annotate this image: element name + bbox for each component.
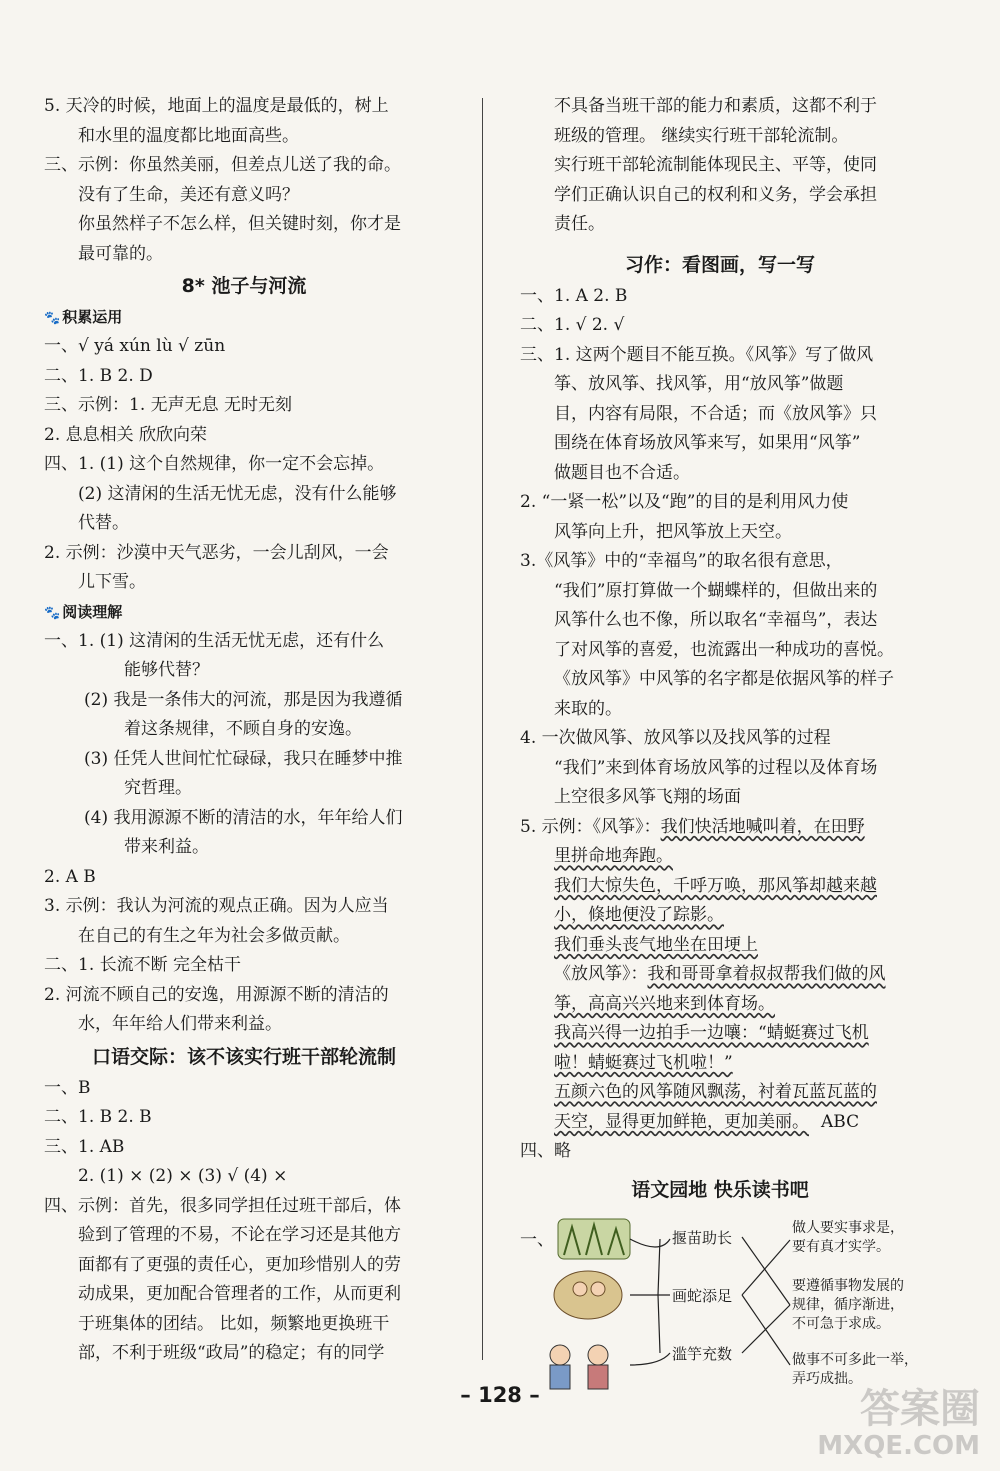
page-number: – 128 –: [460, 1383, 540, 1407]
answer-line: [520, 872, 920, 902]
answer-prefix: 5. 示例：《风筝》：: [520, 816, 661, 837]
answer-prefix: 《放风筝》：: [554, 964, 648, 984]
answer-line: (2) 这清闲的生活无忧无虑，没有什么能够: [78, 483, 397, 504]
underlined-sentence: 小，倏地便没了踪影。: [554, 905, 724, 925]
accumulate-answers: [44, 332, 444, 598]
paw-icon: 🐾: [44, 311, 61, 326]
paw-icon: 🐾: [44, 605, 61, 621]
answer-line: [520, 1078, 920, 1108]
answer-line: 于班集体的团结。 比如，频繁地更换班干: [78, 1313, 390, 1334]
answer-line: 儿下雪。: [78, 572, 146, 592]
right-column: [520, 92, 920, 1405]
answer-line: 目，内容有局限，不合适；而《放风筝》只: [554, 403, 877, 424]
underlined-sentence: 我们大惊失色，千呼万唤，那风筝却越来越: [554, 875, 877, 896]
underlined-sentence: 我和哥哥拿着叔叔帮我们做的风: [647, 964, 886, 984]
answer-line: 代替。: [78, 513, 129, 533]
answer-line: “我们”来到体育场放风筝的过程以及体育场: [554, 757, 878, 778]
left-top-answers: [44, 92, 444, 269]
answer-line: 二、1. B 2. D: [44, 365, 153, 386]
answer-line: 你虽然样子不怎么样，但关键时刻，你才是: [78, 214, 401, 234]
answer-line: 验到了管理的不易，不论在学习还是其他方: [78, 1225, 401, 1245]
answer-line: 动成果，更加配合管理者的工作，从而更利: [78, 1284, 401, 1304]
answer-line: 不具备当班干部的能力和素质，这都不利于: [554, 96, 877, 116]
meaning-line: 要遵循事物发展的: [792, 1277, 904, 1294]
answer-line: 实行班干部轮流制能体现民主、平等，使同: [554, 155, 877, 175]
answer-line: 没有了生命，美还有意义吗？: [78, 184, 299, 205]
underlined-sentence: 啦！蜻蜓赛过飞机啦！”: [554, 1052, 733, 1073]
answer-line: 最可靠的。: [78, 243, 163, 264]
answer-line: 能够代替？: [124, 660, 209, 680]
answer-line: 四、1. (1) 这个自然规律，你一定不会忘掉。: [44, 454, 385, 474]
answer-line: 三、示例：1. 无声无息 无时无刻: [44, 395, 293, 415]
tag-label: 阅读理解: [62, 602, 123, 621]
meaning-2: [792, 1277, 904, 1334]
section-title-oral: 口语交际：该不该实行班干部轮流制: [91, 1045, 396, 1068]
idiom-1: 揠苗助长: [672, 1228, 733, 1247]
tag-label: 积累运用: [62, 308, 123, 326]
section-title-garden: 语文园地 快乐读书吧: [631, 1178, 809, 1201]
cartoon-illustration: [550, 1219, 630, 1389]
meaning-1: [792, 1219, 904, 1257]
section-tag-reading: [44, 598, 444, 627]
section-tag-accumulate: [44, 303, 444, 332]
answer-line: 带来利益。: [124, 837, 209, 857]
answer-line: 学们正确认识自己的权利和义务，学会承担: [554, 184, 877, 205]
answer-line: 一、1. (1) 这清闲的生活无忧无虑，还有什么: [44, 630, 385, 651]
writing-answers: [520, 282, 920, 1167]
answer-line: 四、略: [520, 1141, 571, 1161]
answer-line: 来取的。: [554, 698, 622, 719]
answer-line: 三、1. AB: [44, 1136, 125, 1157]
underlined-sentence: 我高兴得一边拍手一边嚷：“蜻蜓赛过飞机: [554, 1023, 869, 1043]
answer-line: 二、1. B 2. B: [44, 1107, 152, 1127]
watermark-logo-text: 答案圈: [860, 1386, 980, 1432]
answer-line: (3) 任凭人世间忙忙碌碌，我只在睡梦中推: [84, 748, 403, 769]
answer-line: 一、B: [44, 1077, 91, 1098]
answer-line: 风筝向上升，把风筝放上天空。: [554, 521, 792, 542]
answer-line: 2. 息息相关 欣欣向荣: [44, 424, 208, 445]
idiom-3: 滥竽充数: [672, 1344, 733, 1363]
answer-line: 风筝什么也不像，所以取名“幸福鸟”，表达: [554, 610, 878, 630]
answer-line: 班级的管理。 继续实行班干部轮流制。: [554, 125, 849, 146]
answer-line: 四、示例：首先，很多同学担任过班干部后，体: [44, 1195, 401, 1216]
answer-line: [520, 960, 920, 990]
answer-line: 在自己的有生之年为社会多做贡献。: [78, 925, 350, 946]
answer-line: 二、1. √ 2. √: [520, 315, 625, 335]
idiom-2: 画蛇添足: [672, 1286, 733, 1305]
underlined-sentence: 筝，高高兴兴地来到体育场。: [554, 993, 775, 1014]
answer-line: 三、示例：你虽然美丽，但差点儿送了我的命。: [44, 155, 401, 175]
answer-line: 2. A B: [44, 866, 96, 887]
answer-line: 着这条规律，不顾自身的安逸。: [124, 719, 362, 739]
answer-line: 水，年年给人们带来利益。: [78, 1014, 282, 1034]
section-title-lesson8: 8* 池子与河流: [181, 275, 307, 297]
answer-line: 二、1. 长流不断 完全枯干: [44, 955, 242, 975]
answer-line: 做题目也不合适。: [554, 462, 690, 483]
answer-line: (2) 我是一条伟大的河流，那是因为我遵循: [84, 689, 403, 710]
answer-line: 一、1. A 2. B: [520, 285, 628, 306]
answer-line: 2. (1) × (2) × (3) √ (4) ×: [78, 1166, 288, 1186]
answer-line: 围绕在体育场放风筝来写，如果用“风筝”: [554, 433, 861, 453]
answer-line: [520, 842, 920, 872]
answer-line: [520, 1019, 920, 1049]
section-title-writing: 习作：看图画，写一写: [624, 253, 815, 276]
underlined-sentence: 里拼命地奔跑。: [554, 846, 673, 866]
answer-line: 部，不利于班级“政局”的稳定；有的同学: [78, 1343, 385, 1363]
question-number: 一、: [520, 1229, 554, 1250]
answer-line: 面都有了更强的责任心，更加珍惜别人的劳: [78, 1254, 401, 1275]
answer-line: [520, 931, 920, 961]
meaning-line: 弄巧成拙。: [792, 1370, 862, 1387]
answer-line: 2. “一紧一松”以及“跑”的目的是利用风力使: [520, 492, 849, 512]
answer-line: [520, 1108, 920, 1138]
right-top-answers: [520, 92, 920, 240]
idiom-matching-exercise: [520, 1215, 920, 1405]
watermark-url: MXQE.COM: [817, 1431, 980, 1461]
reading-answers: [44, 627, 444, 1040]
answer-line: 究哲理。: [124, 778, 192, 798]
answer-line: 4. 一次做风筝、放风筝以及找风筝的过程: [520, 728, 831, 748]
answer-line: 3. 示例：我认为河流的观点正确。因为人应当: [44, 896, 389, 916]
answer-line: 三、1. 这两个题目不能互换。《风筝》写了做风: [520, 344, 874, 365]
answer-line: 上空很多风筝飞翔的场面: [554, 787, 741, 807]
answer-line: [520, 1049, 920, 1079]
oral-answers: [44, 1074, 444, 1369]
site-watermark: [780, 1387, 980, 1461]
meaning-line: 做人要实事求是，: [792, 1219, 904, 1236]
column-divider: [482, 98, 483, 1360]
answer-line: “我们”原打算做一个蝴蝶样的，但做出来的: [554, 580, 878, 601]
answer-line: 《放风筝》中风筝的名字都是依据风筝的样子: [554, 669, 894, 689]
answer-line: 和水里的温度都比地面高些。: [78, 125, 299, 146]
underlined-sentence: 五颜六色的风筝随风飘荡，衬着瓦蓝瓦蓝的: [554, 1082, 877, 1102]
meaning-line: 规律，循序渐进，: [792, 1296, 904, 1313]
answer-line: 3.《风筝》中的“幸福鸟”的取名很有意思，: [520, 551, 843, 571]
answer-line: 5. 天冷的时候，地面上的温度是最低的，树上: [44, 96, 389, 116]
underlined-sentence: 天空，显得更加鲜艳，更加美丽。: [554, 1111, 809, 1132]
answer-line: 了对风筝的喜爱，也流露出一种成功的喜悦。: [554, 639, 894, 660]
left-column: [44, 92, 444, 1369]
answer-line: 2. 示例：沙漠中天气恶劣，一会儿刮风，一会: [44, 542, 389, 563]
meaning-line: 不可急于求成。: [792, 1315, 890, 1332]
answer-choice: ABC: [821, 1111, 860, 1132]
answer-line: [520, 901, 920, 931]
answer-line: (4) 我用源源不断的清洁的水，年年给人们: [84, 807, 403, 828]
answer-line: 责任。: [554, 214, 605, 234]
meaning-line: 做事不可多此一举，: [792, 1351, 918, 1368]
underlined-sentence: 我们垂头丧气地坐在田埂上: [554, 934, 758, 955]
answer-line: [520, 813, 920, 843]
answer-line: [520, 990, 920, 1020]
answer-line: 筝、放风筝、找风筝，用“放风筝”做题: [554, 374, 844, 394]
underlined-sentence: 我们快活地喊叫着，在田野: [660, 816, 865, 837]
meaning-line: 要有真才实学。: [792, 1238, 890, 1255]
answer-line: 一、√ yá xún lù √ zūn: [44, 336, 226, 356]
answer-line: 2. 河流不顾自己的安逸，用源源不断的清洁的: [44, 984, 389, 1005]
